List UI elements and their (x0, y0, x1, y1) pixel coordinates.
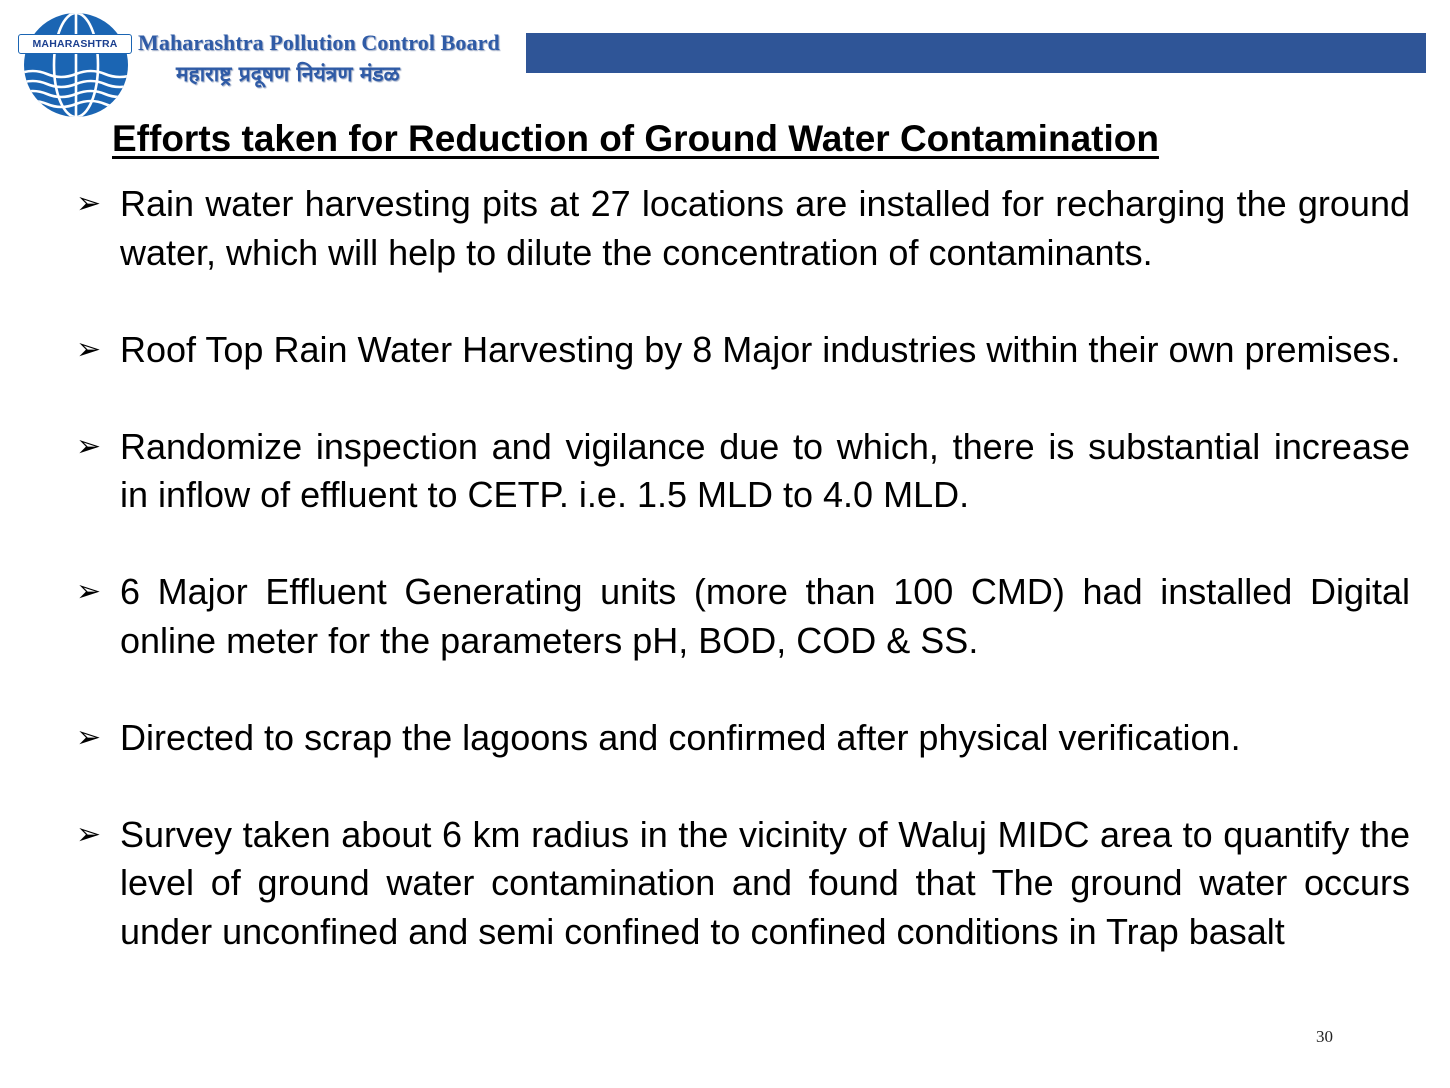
arrow-bullet-icon: ➢ (76, 816, 102, 852)
bullet-text: Randomize inspection and vigilance due to which, there is substantial increase in inflow of effluent to CETP. i.e. 1.5 MLD to 4.0 MLD. (120, 425, 1410, 515)
bullet-text: 6 Major Effluent Generating units (more than 100 CMD) had installed Digital online meter for the parameters pH, BOD, COD & SS. (120, 571, 1410, 661)
bullet-item (76, 423, 1410, 520)
mpcb-logo (18, 12, 136, 118)
logo-state-label: MAHARASHTRA (18, 34, 132, 54)
arrow-bullet-icon: ➢ (76, 428, 102, 464)
organization-name-english: Maharashtra Pollution Control Board (138, 30, 500, 55)
arrow-bullet-icon: ➢ (76, 719, 102, 755)
header-accent-bar (526, 33, 1426, 73)
bullet-item (76, 811, 1410, 957)
arrow-bullet-icon: ➢ (76, 186, 102, 221)
bullet-item (76, 326, 1410, 375)
bullet-text: Survey taken about 6 km radius in the vicinity of Waluj MIDC area to quantify the level of ground water contamination and found that The ground water occurs under unconfined and semi confined to confined conditions in Trap basalt (120, 813, 1410, 952)
bullet-text: Roof Top Rain Water Harvesting by 8 Major industries within their own premises. (120, 328, 1401, 370)
arrow-bullet-icon: ➢ (76, 331, 102, 367)
bullet-item (76, 568, 1410, 665)
globe-logo-icon (18, 12, 136, 118)
organization-name-marathi: महाराष्ट्र प्रदूषण नियंत्रण मंडळ (176, 62, 400, 86)
bullet-text: Rain water harvesting pits at 27 locations are installed for recharging the ground water, which will help to dilute the concentration of contaminants. (120, 183, 1410, 273)
bullet-text: Directed to scrap the lagoons and confirmed after physical verification. (120, 716, 1241, 758)
bullet-item (76, 714, 1410, 763)
arrow-bullet-icon: ➢ (76, 574, 102, 609)
bullet-list (76, 180, 1410, 956)
slide-title: Efforts taken for Reduction of Ground Water Contamination (112, 118, 1159, 159)
bullet-item (76, 180, 1410, 277)
page-number: 30 (1316, 1027, 1333, 1046)
